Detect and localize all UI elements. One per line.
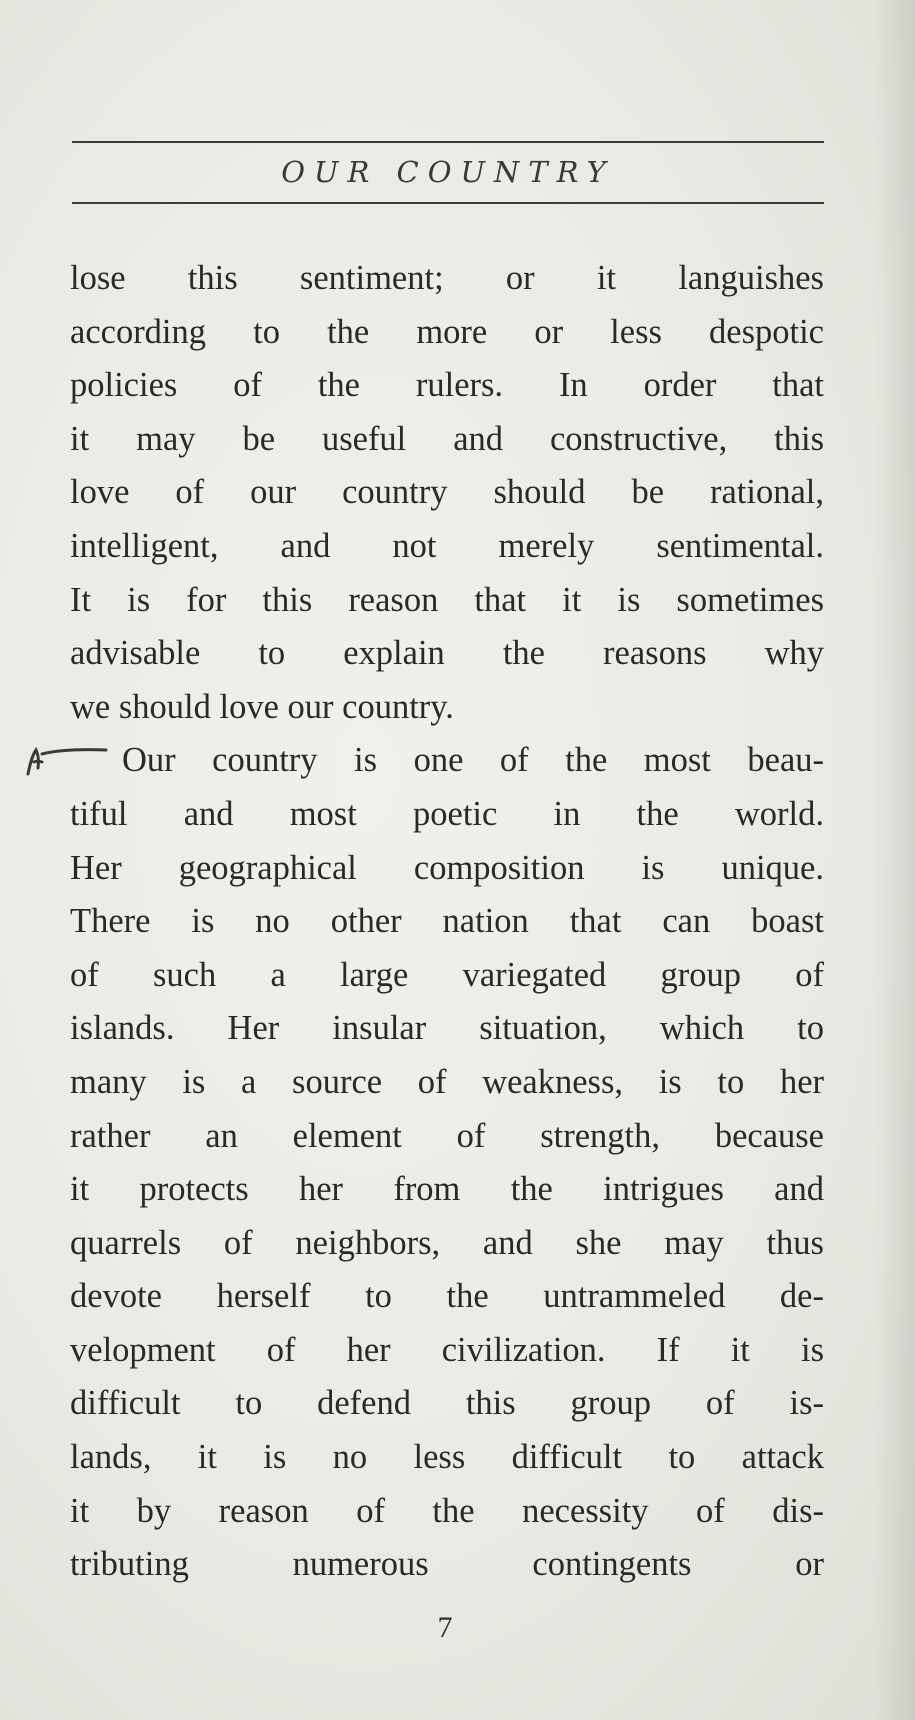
running-title: OUR COUNTRY [281, 155, 615, 189]
text-line: advisable to explain the reasons why [70, 634, 824, 673]
text-line: it protects her from the intrigues and [70, 1170, 824, 1209]
text-line: Her geographical composition is unique. [70, 848, 824, 887]
text-line: of such a large variegated group of [70, 955, 824, 994]
text-line: it by reason of the necessity of dis- [70, 1491, 824, 1530]
text-line: quarrels of neighbors, and she may thus [70, 1223, 824, 1262]
page-edge-shadow [875, 0, 915, 1720]
text-line: many is a source of weakness, is to her [70, 1062, 824, 1101]
text-line: It is for this reason that it is sometimes [70, 580, 824, 619]
text-line: lands, it is no less difficult to attack [70, 1438, 824, 1477]
text-line: intelligent, and not merely sentimental. [70, 526, 824, 565]
text-line: love of our country should be rational, [70, 473, 824, 512]
text-line: tiful and most poetic in the world. [70, 794, 824, 833]
text-line: rather an element of strength, because [70, 1116, 824, 1155]
text-line: Our country is one of the most beau- [122, 741, 824, 780]
text-line: tributing numerous contingents or [70, 1545, 824, 1584]
text-line: it may be useful and constructive, this [70, 419, 824, 458]
header-rule-bottom [72, 202, 824, 204]
text-line: islands. Her insular situation, which to [70, 1009, 824, 1048]
page-number: 7 [437, 1611, 453, 1644]
header-rule-top [72, 141, 824, 143]
text-line: lose this sentiment; or it languishes [70, 259, 824, 297]
text-line: There is no other nation that can boast [70, 902, 824, 941]
text-line: we should love our country. [70, 687, 454, 726]
text-line: difficult to defend this group of is- [70, 1384, 824, 1423]
text-line: according to the more or less despotic [70, 312, 824, 351]
text-line: velopment of her civilization. If it is [70, 1330, 824, 1369]
body-text [70, 252, 824, 1592]
text-line: devote herself to the untrammeled de- [70, 1277, 824, 1316]
text-line: policies of the rulers. In order that [70, 366, 824, 405]
